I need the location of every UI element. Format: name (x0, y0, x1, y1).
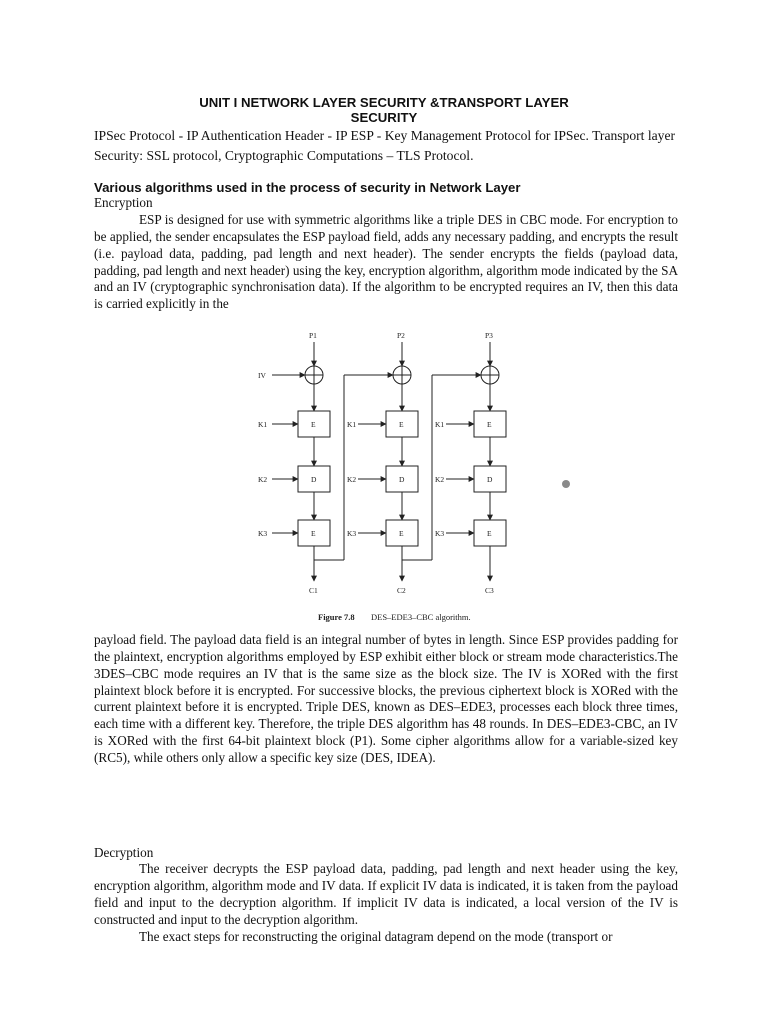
key-label-k1-col2: K1 (347, 420, 357, 429)
key-label-k3-col2: K3 (347, 529, 357, 538)
encryption-label: Encryption (94, 195, 153, 210)
title-line-1: UNIT I NETWORK LAYER SECURITY &TRANSPORT LAYER (199, 95, 569, 110)
figure-caption-text: DES–EDE3–CBC algorithm. (371, 612, 471, 622)
stage-e1-col3: E (487, 420, 492, 429)
stage-e2-col2: E (399, 529, 404, 538)
decryption-paragraph-1: The receiver decrypts the ESP payload data, padding, pad length and next header using the key, encryption algorithm, algorithm mode and IV data. If explicit IV data is indicated, it is taken from the payload field and input to the decryption algorithm. If implicit IV data is indicated, a local version of the IV is constructed and input to the decryption algorithm. (94, 861, 678, 927)
key-label-k2-col2: K2 (347, 475, 357, 484)
iv-label: IV (258, 371, 266, 380)
title-line-2: SECURITY (350, 110, 418, 125)
key-label-k2-col3: K2 (435, 475, 445, 484)
plaintext-label-2: P2 (397, 331, 405, 340)
continuation-paragraph: payload field. The payload data field is an integral number of bytes in length. Since ESP provides padding for the plaintext, encryption algorithms employed by ESP exhibit either block or stream mode characteristics.The 3DES–CBC mode requires an IV that is the same size as the block size. The IV is XORed with the first plaintext block before it is encrypted. For successive blocks, the previous ciphertext block is XORed with the current plaintext before it is encrypted. Triple DES, known as DES–EDE3, processes each block three times, each time with a different key. Therefore, the triple DES algorithm has 48 rounds. In DES–EDE3-CBC, an IV is XORed with the first 64-bit plaintext block (P1). Some cipher algorithms allow for a variable-sized key (RC5), while others only allow a specific key size (DES, IDEA). (94, 632, 678, 765)
stage-e1-col2: E (399, 420, 404, 429)
page-title (94, 95, 674, 125)
plaintext-label-1: P1 (309, 331, 317, 340)
stage-e2-col3: E (487, 529, 492, 538)
decryption-label: Decryption (94, 845, 154, 860)
figure-caption-label: Figure 7.8 (318, 612, 355, 622)
encryption-paragraph: ESP is designed for use with symmetric algorithms like a triple DES in CBC mode. For encryption to be applied, the sender encapsulates the ESP payload field, adds any necessary padding, and encrypts the result (i.e. payload data, padding, pad length and next header). The sender encrypts the fields (payload data, padding, pad length and next header) using the key, encryption algorithm, algorithm mode indicated by the SA and an IV (cryptographic synchronisation data). If the algorithm to be encrypted requires an IV, then this data is carried explicitly in the (94, 212, 679, 312)
key-label-k3-col3: K3 (435, 529, 445, 538)
des-ede3-cbc-diagram (250, 328, 520, 626)
key-label-k1-col3: K1 (435, 420, 445, 429)
key-label-k2-col1: K2 (258, 475, 268, 484)
ciphertext-label-3: C3 (485, 586, 494, 595)
ciphertext-label-1: C1 (309, 586, 318, 595)
scan-dot-mark (562, 480, 570, 488)
plaintext-label-3: P3 (485, 331, 493, 340)
section-heading: Various algorithms used in the process of security in Network Layer (94, 180, 521, 195)
key-label-k3-col1: K3 (258, 529, 268, 538)
stage-d-col2: D (399, 475, 405, 484)
stage-d-col3: D (487, 475, 493, 484)
stage-d-col1: D (311, 475, 317, 484)
stage-e2-col1: E (311, 529, 316, 538)
ciphertext-label-2: C2 (397, 586, 406, 595)
decryption-paragraph-2: The exact steps for reconstructing the original datagram depend on the mode (transport or (139, 929, 613, 944)
stage-e1-col1: E (311, 420, 316, 429)
intro-paragraph: IPSec Protocol - IP Authentication Header - IP ESP - Key Management Protocol for IPSec. Transport layer Security: SSL protocol, Cryptographic Computations – TLS Protocol. (94, 128, 676, 163)
key-label-k1-col1: K1 (258, 420, 268, 429)
